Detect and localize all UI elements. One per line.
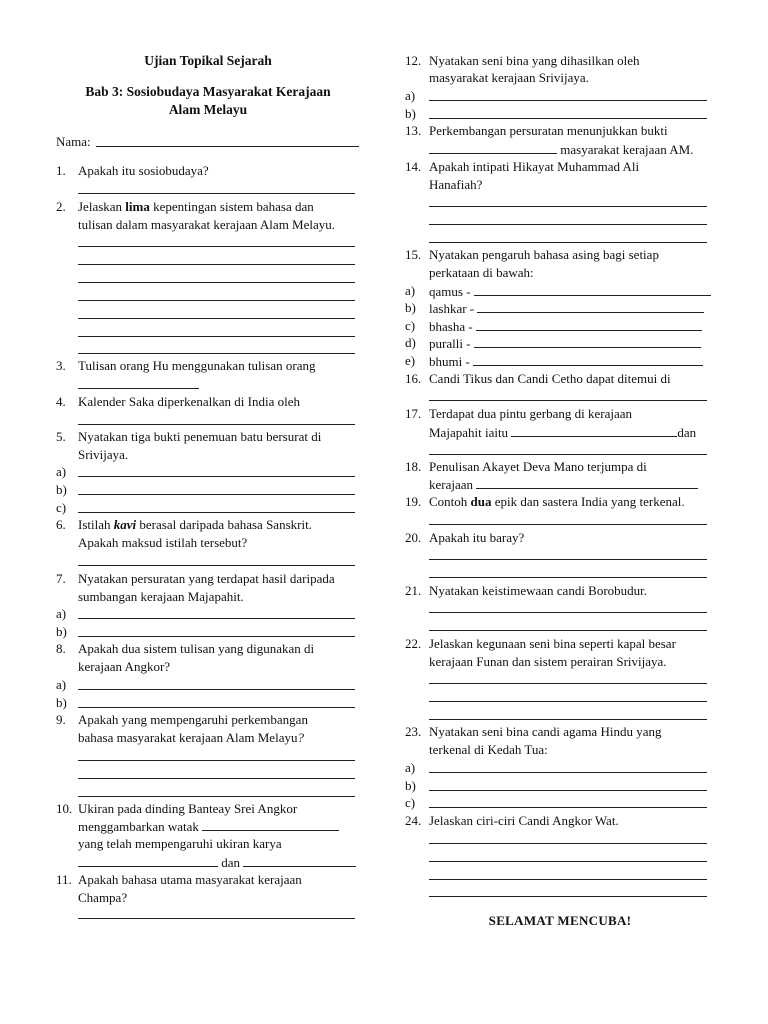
answer-line[interactable] <box>78 318 355 319</box>
question-13: 13. Perkembangan persuratan menunjukkan bukti <box>405 123 668 138</box>
question-6: 6. Istilah kavi berasal daripada bahasa Sanskrit. <box>56 517 312 532</box>
option-b: b) <box>405 106 416 121</box>
question-12: 12. Nyatakan seni bina yang dihasilkan oleh <box>405 53 640 68</box>
answer-line[interactable] <box>429 100 707 101</box>
answer-line[interactable] <box>78 476 355 477</box>
answer-line[interactable] <box>429 118 707 119</box>
question-2: 2. Jelaskan lima kepentingan sistem bahasa dan <box>56 199 314 214</box>
question-8: 8. Apakah dua sistem tulisan yang digunakan di <box>56 641 315 656</box>
option-c: c) <box>405 795 416 810</box>
question-14: 14. Apakah intipati Hikayat Muhammad Ali <box>405 159 640 174</box>
option-a: a) <box>56 606 67 621</box>
answer-blank[interactable] <box>429 140 557 154</box>
answer-line[interactable] <box>78 760 355 761</box>
list-item: e) bhumi - <box>405 352 715 370</box>
question-9: 9. Apakah yang mempengaruhi perkembangan <box>56 712 308 727</box>
answer-line[interactable] <box>78 565 355 566</box>
question-20: 20. Apakah itu baray? <box>405 530 525 545</box>
list-item: a) qamus - <box>405 282 715 300</box>
question-4: 4. Kalender Saka diperkenalkan di India oleh <box>56 394 300 409</box>
answer-line[interactable] <box>78 336 355 337</box>
answer-line[interactable] <box>78 636 355 637</box>
name-row <box>56 133 360 151</box>
answer-line[interactable] <box>78 353 355 354</box>
answer-blank[interactable] <box>477 299 704 313</box>
question-2-line2: tulisan dalam masyarakat kerajaan Alam Melayu. <box>78 217 336 232</box>
question-10: 10. Ukiran pada dinding Banteay Srei Angkor <box>56 801 298 816</box>
question-22: 22. Jelaskan kegunaan seni bina seperti kapal besar <box>405 636 676 651</box>
answer-line[interactable] <box>78 512 355 513</box>
answer-line[interactable] <box>429 224 707 225</box>
answer-line[interactable] <box>429 790 707 791</box>
answer-blank[interactable] <box>473 352 703 366</box>
answer-line[interactable] <box>78 424 355 425</box>
answer-line[interactable] <box>78 494 355 495</box>
answer-line[interactable] <box>429 612 707 613</box>
option-b: b) <box>405 778 416 793</box>
worksheet-page: Ujian Topikal Sejarah Bab 3: Sosiobudaya Masyarakat Kerajaan Alam Melayu Nama: 1. Apakah itu sosiobudaya? 2. Jelaskan lima kepentingan sistem bahasa dan tulisan dalam masyarakat kerajaan Alam Melayu. 3. Tulisan orang Hu menggunakan tulisan orang 4. Kalender Saka diperkenalkan di India oleh 5. Nyatakan tiga bukti penemuan batu bersurat di Srivijaya. a) b) c) 6. Istilah kavi berasal daripada bahasa Sanskrit. Apakah maksud istilah tersebut? 7. Nyatakan persuratan yang terdapat hasil daripada sumbangan kerajaan Majapahit. a) b) 8. Apakah dua sistem tulisan yang digunakan di kerajaan Angkor? a) b) 9. Apakah yang mempengaruhi perkembangan bahasa masyarakat kerajaan Alam Melayu? 10. Ukiran pada dinding Banteay Srei Angkor menggambarkan watak yang telah mempengaruhi ukiran karya dan 11. Apakah bahasa utama masyarakat kerajaan Champa? 12. Nyatakan seni bina yang dihasilkan oleh masyarakat kerajaan Srivijaya. a) b) 13. Perkembangan persuratan menunjukkan bukti masyarakat kerajaan AM. 14. Apakah intipati Hikayat Muhammad Ali Hanafiah? 15. Nyatakan pengaruh bahasa asing bagi setiap perkataan di bawah: a) qamus - b) lashkar - c) bhasha - d) puralli - e) bhumi - 16. Candi Tikus dan Candi Cetho dapat ditemui di 17. Terdapat dua pintu gerbang di kerajaan Majapahit iaitu dan 18. Penulisan Akayet Deva Mano terjumpa di kerajaan 19. Contoh dua epik dan sastera India yang terkenal. 20. Apakah itu baray? 21. Nyatakan keistimewaan candi Borobudur. 22. Jelaskan kegunaan seni bina seperti kapal besar kerajaan Funan dan sistem perairan Srivijaya. 23. Nyatakan seni bina candi agama Hindu yang terkenal di Kedah Tua: a) b) c) 24. Jelaskan ciri-ciri Candi Angkor Wat. SELAMAT MENCUBA! <box>0 0 768 1024</box>
answer-blank[interactable] <box>202 817 339 831</box>
question-15: 15. Nyatakan pengaruh bahasa asing bagi setiap <box>405 247 659 262</box>
answer-line[interactable] <box>78 707 355 708</box>
answer-line[interactable] <box>429 454 707 455</box>
option-a: a) <box>405 88 416 103</box>
answer-blank[interactable] <box>474 334 701 348</box>
answer-line[interactable] <box>429 701 707 702</box>
answer-line[interactable] <box>429 719 707 720</box>
option-b: b) <box>56 695 67 710</box>
answer-line[interactable] <box>429 843 707 844</box>
answer-line[interactable] <box>429 772 707 773</box>
list-item: d) puralli - <box>405 334 715 352</box>
page-title: Ujian Topikal Sejarah <box>144 53 272 68</box>
chapter-title-line2: Alam Melayu <box>168 102 248 117</box>
answer-line[interactable] <box>78 193 355 194</box>
option-c: c) <box>56 500 67 515</box>
question-7: 7. Nyatakan persuratan yang terdapat hasil daripada <box>56 571 335 586</box>
list-item: b) lashkar - <box>405 299 715 317</box>
answer-line[interactable] <box>78 300 355 301</box>
question-19: 19. Contoh dua epik dan sastera India yang terkenal. <box>405 494 685 509</box>
closing-message: SELAMAT MENCUBA! <box>488 913 632 928</box>
answer-line[interactable] <box>78 918 355 919</box>
question-3: 3. Tulisan orang Hu menggunakan tulisan orang <box>56 358 316 373</box>
answer-line[interactable] <box>429 879 707 880</box>
question-16: 16. Candi Tikus dan Candi Cetho dapat ditemui di <box>405 371 671 386</box>
answer-line[interactable] <box>78 618 355 619</box>
question-17: 17. Terdapat dua pintu gerbang di kerajaan <box>405 406 633 421</box>
answer-blank[interactable] <box>476 475 698 489</box>
question-23: 23. Nyatakan seni bina candi agama Hindu yang <box>405 724 662 739</box>
name-field[interactable] <box>96 146 359 147</box>
answer-line[interactable] <box>78 388 199 389</box>
answer-line[interactable] <box>78 689 355 690</box>
answer-line[interactable] <box>429 559 707 560</box>
answer-blank[interactable] <box>243 853 356 867</box>
answer-line[interactable] <box>429 861 707 862</box>
answer-line[interactable] <box>429 896 707 897</box>
option-b: b) <box>56 482 67 497</box>
answer-blank[interactable] <box>511 423 677 437</box>
answer-line[interactable] <box>78 796 355 797</box>
answer-line[interactable] <box>429 400 707 401</box>
answer-line[interactable] <box>429 524 707 525</box>
answer-line[interactable] <box>78 246 355 247</box>
option-a: a) <box>405 760 416 775</box>
answer-line[interactable] <box>429 683 707 684</box>
list-item: c) bhasha - <box>405 317 715 335</box>
answer-line[interactable] <box>78 778 355 779</box>
option-b: b) <box>56 624 67 639</box>
name-label: Nama: <box>56 134 91 149</box>
answer-line[interactable] <box>78 282 355 283</box>
answer-line[interactable] <box>429 807 707 808</box>
question-24: 24. Jelaskan ciri-ciri Candi Angkor Wat. <box>405 813 619 828</box>
question-1: 1. Apakah itu sosiobudaya? <box>56 163 209 178</box>
question-5: 5. Nyatakan tiga bukti penemuan batu bersurat di <box>56 429 322 444</box>
answer-blank[interactable] <box>78 853 218 867</box>
answer-blank[interactable] <box>476 317 702 331</box>
chapter-title-line1: Bab 3: Sosiobudaya Masyarakat Kerajaan <box>85 84 331 99</box>
answer-line[interactable] <box>429 206 707 207</box>
question-21: 21. Nyatakan keistimewaan candi Borobudur. <box>405 583 648 598</box>
question-11: 11. Apakah bahasa utama masyarakat kerajaan <box>56 872 302 887</box>
option-a: a) <box>56 464 67 479</box>
answer-line[interactable] <box>429 630 707 631</box>
answer-blank[interactable] <box>474 282 711 296</box>
option-a: a) <box>56 677 67 692</box>
question-18: 18. Penulisan Akayet Deva Mano terjumpa di <box>405 459 647 474</box>
answer-line[interactable] <box>429 242 707 243</box>
answer-line[interactable] <box>78 264 355 265</box>
answer-line[interactable] <box>429 577 707 578</box>
